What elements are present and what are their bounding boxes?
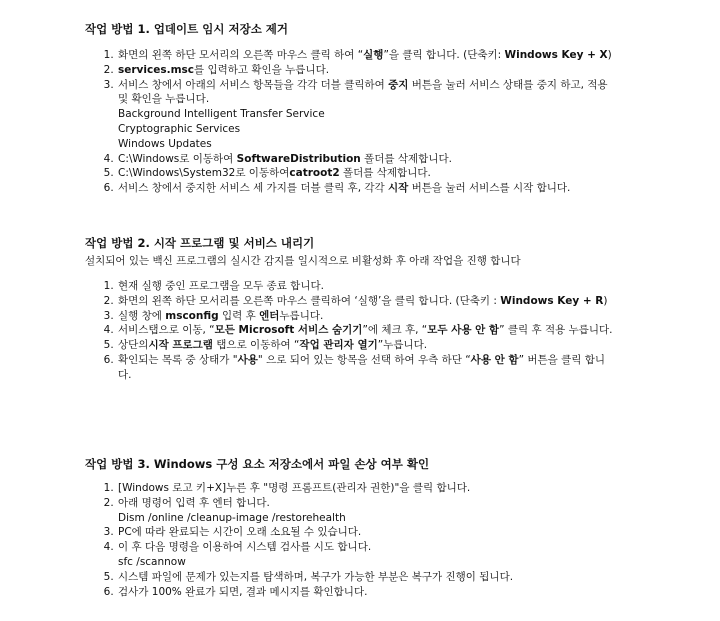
step-item [117, 585, 617, 600]
step-item [117, 279, 617, 294]
step-emphasis: 중지 [388, 78, 409, 91]
step-text: 입력 후 [218, 309, 260, 322]
section-3-steps [100, 481, 617, 599]
step-text: 버튼을 눌러 서비스를 시작 합니다. [408, 182, 571, 195]
step-text: 현재 실행 중인 프로그램을 모두 종료 합니다. [118, 280, 324, 292]
step-text: 아래 명령어 입력 후 엔터 합니다. [118, 496, 270, 509]
step-text: 확인되는 목록 중 상태가 " [118, 353, 238, 366]
step-text: ” 버튼을 클릭 합니다. [118, 353, 606, 381]
step-item [117, 323, 617, 338]
step-emphasis: Windows Key + X [504, 49, 608, 61]
step-emphasis: 시작 프로그램 [148, 339, 213, 352]
step-detail-line: sfc /scannow [118, 555, 186, 568]
step-emphasis: SoftwareDistribution [236, 152, 361, 165]
step-emphasis: catroot2 [289, 167, 340, 180]
step-text: 이 후 다음 명령을 이용하여 시스템 검사를 시도 합니다. [118, 541, 372, 554]
step-text: 서비스 창에서 중지한 서비스 세 가지를 더블 클릭 후, 각각 [118, 182, 389, 195]
step-text: [Windows 로고 키+X]누른 후 "명령 프롬프트(관리자 권한)"을 클릭 합니다. [118, 482, 471, 494]
step-text: 버튼을 눌러 서비스 상태를 중지 하고, 적용 및 확인을 누릅니다. [118, 78, 608, 106]
step-item [117, 496, 617, 526]
step-item [117, 181, 617, 196]
step-item [117, 525, 617, 540]
step-detail-line: Dism /online /cleanup-image /restorehealth [118, 511, 346, 524]
step-text: 폴더를 삭제합니다. [360, 152, 452, 165]
step-text: 화면의 왼쪽 하단 모서리의 오른쪽 마우스 클릭 하여 “ [118, 49, 364, 61]
section-1-steps [100, 48, 617, 196]
step-item [117, 63, 617, 78]
section-1-title: 작업 방법 1. 업데이트 임시 저장소 제거 [85, 22, 289, 36]
step-text: 화면의 왼쪽 하단 모서리를 오른쪽 마우스 클릭하여 ‘실행’을 클릭 합니다. (단축키 : [118, 294, 501, 307]
step-text: ) [603, 294, 608, 307]
step-emphasis: services.msc [118, 63, 194, 76]
step-emphasis: 모두 사용 안 함 [427, 324, 500, 337]
step-text: 서비스탭으로 이동, “ [118, 324, 215, 337]
step-text: ” 클릭 후 적용 누릅니다. [499, 324, 613, 337]
step-text: C:\Windows\System32로 이동하여 [118, 167, 290, 180]
step-item [117, 309, 617, 324]
step-item [117, 152, 617, 167]
step-emphasis: 시작 [388, 182, 409, 195]
step-emphasis: 사용 안 함 [470, 353, 519, 366]
step-item [117, 338, 617, 353]
step-emphasis: 사용 [237, 353, 258, 366]
step-text: 상단의 [118, 339, 149, 352]
step-text: 탭으로 이동하여 “ [212, 339, 300, 352]
step-item [117, 540, 617, 570]
step-item [117, 48, 617, 63]
step-item [117, 353, 617, 383]
step-item [117, 294, 617, 309]
section-2-steps [100, 279, 617, 383]
step-emphasis: msconfig [165, 309, 219, 322]
step-text: C:\Windows로 이동하여 [118, 152, 237, 165]
step-detail-line: Windows Updates [118, 137, 212, 150]
step-text: PC에 따라 완료되는 시간이 오래 소요될 수 있습니다. [118, 526, 362, 539]
step-emphasis: 모든 Microsoft 서비스 숨기기 [214, 324, 363, 337]
section-2-title: 작업 방법 2. 시작 프로그램 및 서비스 내리기 [85, 236, 315, 250]
step-item [117, 166, 617, 181]
step-emphasis: 엔터 [259, 309, 280, 322]
step-text: 서비스 창에서 아래의 서비스 항목들을 각각 더블 클릭하여 [118, 78, 389, 91]
step-text: ”누릅니다. [377, 339, 428, 352]
section-2-description: 설치되어 있는 백신 프로그램의 실시간 감지를 일시적으로 비활성화 후 아래 작업을 진행 합니다 [85, 255, 521, 267]
step-text: 를 입력하고 확인을 누릅니다. [194, 63, 330, 76]
step-item [117, 481, 617, 496]
step-item [117, 78, 617, 152]
section-3-title: 작업 방법 3. Windows 구성 요소 저장소에서 파일 손상 여부 확인 [85, 457, 430, 471]
step-emphasis: Windows Key + R [500, 294, 604, 307]
step-text: ”에 체크 후, “ [362, 324, 428, 337]
step-text: ”을 클릭 합니다. (단축키: [383, 49, 505, 61]
step-emphasis: 실행 [363, 49, 384, 61]
step-text: 검사가 100% 완료가 되면, 결과 메시지를 확인합니다. [118, 585, 368, 598]
step-emphasis: 작업 관리자 열기 [299, 339, 378, 352]
step-text: 누릅니다. [279, 309, 324, 322]
step-text: 폴더를 삭제합니다. [339, 167, 431, 180]
step-text: 실행 창에 [118, 309, 166, 322]
step-detail-line: Background Intelligent Transfer Service [118, 108, 325, 121]
step-text: ) [607, 49, 612, 61]
step-text: " 으로 되어 있는 항목을 선택 하여 우측 하단 “ [257, 353, 471, 366]
step-text: 시스템 파일에 문제가 있는지를 탐색하며, 복구가 가능한 부분은 복구가 진행이 됩니다. [118, 570, 514, 583]
step-detail-line: Cryptographic Services [118, 122, 241, 135]
step-item [117, 570, 617, 585]
